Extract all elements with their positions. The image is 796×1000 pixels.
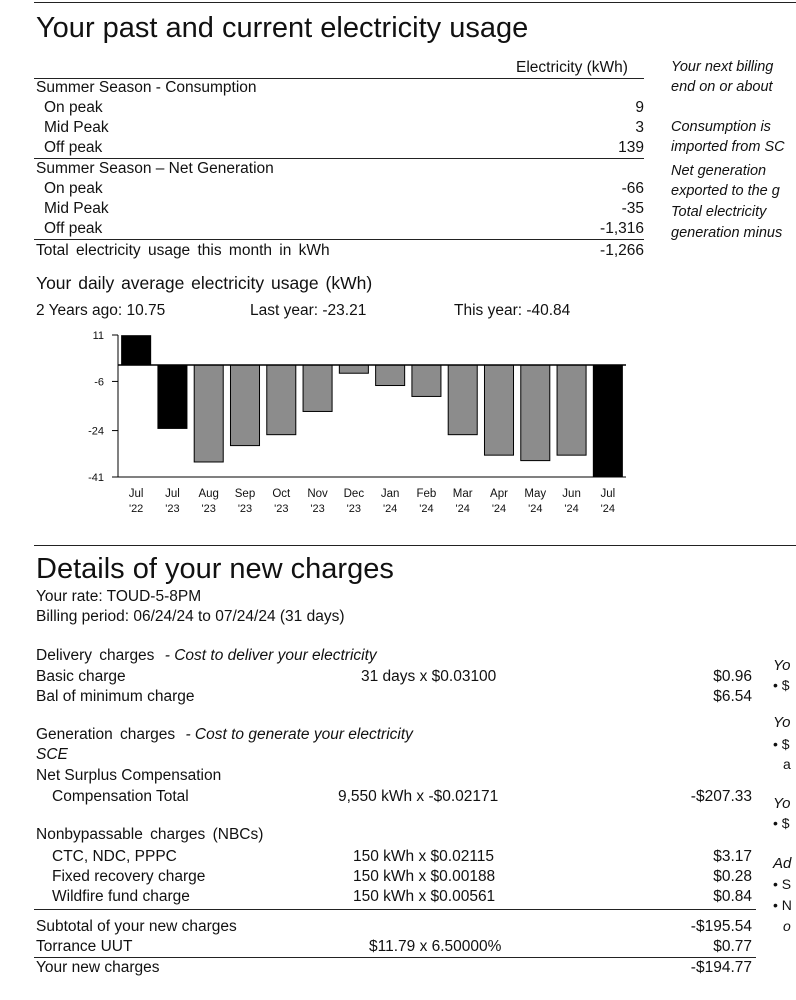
chart-x-tick-year: '23: [310, 503, 325, 515]
chart-x-tick-year: '24: [491, 503, 507, 515]
generation-description: - Cost to generate your electricity: [185, 726, 413, 743]
subtotal-label: Subtotal of your new charges: [36, 918, 237, 935]
chart-x-tick-label: Apr: [490, 488, 508, 500]
new-charges-amount: -$194.77: [690, 959, 752, 976]
chart-x-tick-label: May: [524, 488, 547, 500]
net-generation-row-value: -1,316: [600, 220, 644, 237]
this-year-value: This year: -40.84: [454, 302, 571, 319]
tax-calc: $11.79 x 6.50000%: [369, 938, 502, 955]
usage-sidebar-line: Total electricity: [671, 204, 767, 220]
nbc-row-label: CTC, NDC, PPPC: [52, 848, 177, 865]
usage-sidebar-line: exported to the g: [671, 183, 780, 199]
daily-average-title: Your daily average electricity usage (kWh): [36, 273, 373, 293]
consumption-row-label: Off peak: [44, 139, 103, 156]
chart-y-tick-label: -6: [94, 376, 104, 389]
chart-bar: [557, 365, 586, 455]
chart-y-tick-label: 11: [92, 330, 104, 342]
chart-bar: [376, 365, 405, 385]
chart-x-tick-label: Jan: [380, 488, 400, 500]
delivery-label: Delivery charges: [36, 647, 155, 664]
consumption-rule: [34, 158, 644, 159]
charges-title: Details of your new charges: [36, 553, 394, 585]
chart-x-tick-year: '23: [274, 503, 289, 515]
chart-x-tick-year: '22: [128, 503, 144, 515]
chart-x-tick-label: Jul: [600, 488, 616, 500]
nbc-row-calc: 150 kWh x $0.00188: [353, 868, 496, 885]
chart-bar: [521, 365, 550, 461]
charges-sidebar-line: • $: [773, 736, 790, 752]
subtotal-amount: -$195.54: [690, 918, 752, 935]
chart-x-tick-year: '24: [564, 503, 579, 515]
consumption-section-label: Summer Season - Consumption: [36, 79, 257, 96]
tax-amount: $0.77: [713, 938, 752, 955]
new-charges-rule: [34, 957, 756, 958]
tax-label: Torrance UUT: [36, 938, 133, 955]
chart-x-tick-label: Aug: [198, 488, 219, 500]
chart-y-tick-label: -41: [88, 472, 104, 484]
daily-usage-bar-chart: [0, 325, 796, 525]
charges-sidebar-line: o: [783, 918, 791, 934]
nbc-row-amount: $0.28: [713, 868, 752, 885]
chart-x-tick-label: Oct: [272, 488, 291, 500]
usage-sidebar-line: Your next billing: [671, 59, 774, 75]
nbc-row-label: Wildfire fund charge: [52, 888, 190, 905]
usage-sidebar-line: Net generation: [671, 163, 767, 179]
usage-title: Your past and current electricity usage: [36, 12, 529, 44]
chart-x-tick-label: Nov: [307, 488, 328, 500]
charges-sidebar-line: Ad: [773, 855, 792, 872]
chart-bar: [194, 365, 223, 462]
generation-label: Generation charges: [36, 726, 176, 743]
nbc-row-calc: 150 kWh x $0.02115: [353, 848, 495, 865]
chart-x-tick-year: '24: [382, 503, 398, 515]
compensation-total-amount: -$207.33: [690, 788, 752, 805]
nbc-row-calc: 150 kWh x $0.00561: [353, 888, 496, 905]
usage-total-value: -1,266: [600, 242, 644, 259]
chart-bar: [412, 365, 441, 396]
rate-label: Your rate: TOUD-5-8PM: [36, 588, 202, 605]
consumption-row-label: On peak: [44, 99, 103, 116]
chart-x-tick-year: '23: [237, 503, 253, 515]
chart-x-tick-year: '23: [201, 503, 216, 515]
chart-x-tick-label: Jul: [128, 488, 144, 500]
net-generation-section-label: Summer Season – Net Generation: [36, 160, 274, 177]
consumption-row-value: 3: [635, 119, 644, 136]
charges-sidebar-line: a: [783, 756, 791, 772]
nbc-label: Nonbypassable charges (NBCs): [36, 826, 264, 843]
chart-x-tick-label: Jul: [165, 488, 180, 500]
minimum-charge-label: Bal of minimum charge: [36, 688, 195, 705]
chart-x-tick-year: '23: [346, 503, 362, 515]
two-years-ago-value: 2 Years ago: 10.75: [36, 302, 166, 319]
consumption-row-value: 139: [618, 139, 644, 156]
top-rule: [34, 2, 796, 3]
generation-charges-label: [36, 726, 413, 744]
generation-provider: SCE: [36, 746, 68, 763]
chart-x-tick-year: '24: [528, 503, 543, 515]
compensation-total-label: Compensation Total: [52, 788, 189, 805]
basic-charge-label: Basic charge: [36, 668, 126, 685]
basic-charge-amount: $0.96: [713, 668, 752, 685]
charges-sidebar-line: Yo: [773, 657, 791, 674]
nbc-row-amount: $0.84: [713, 888, 752, 905]
minimum-charge-amount: $6.54: [713, 688, 752, 705]
chart-bar: [230, 365, 259, 446]
chart-x-tick-label: Sep: [234, 488, 256, 500]
net-generation-row-value: -35: [621, 200, 644, 217]
usage-sidebar-line: end on or about: [671, 79, 773, 95]
net-generation-row-label: Off peak: [44, 220, 103, 237]
chart-bar: [122, 336, 151, 365]
chart-x-tick-year: '23: [165, 503, 180, 515]
usage-sidebar-line: Consumption is: [671, 119, 771, 135]
charges-sidebar-line: • N: [773, 897, 792, 913]
charges-top-rule: [34, 545, 796, 546]
chart-bar: [267, 365, 296, 435]
chart-x-tick-label: Jun: [562, 488, 581, 500]
new-charges-label: Your new charges: [36, 959, 160, 976]
net-generation-row-label: Mid Peak: [44, 200, 109, 217]
chart-bar: [593, 365, 622, 477]
charges-sidebar-line: Yo: [773, 714, 791, 731]
chart-x-tick-label: Mar: [452, 488, 473, 500]
last-year-value: Last year: -23.21: [250, 302, 367, 319]
nbc-row-amount: $3.17: [713, 848, 752, 865]
billing-period: Billing period: 06/24/24 to 07/24/24 (31 days): [36, 608, 345, 625]
chart-bar: [303, 365, 332, 411]
usage-total-label: Total electricity usage this month in kWh: [36, 242, 330, 259]
subtotal-rule: [34, 909, 756, 910]
net-generation-row-value: -66: [621, 180, 644, 197]
chart-x-tick-label: Dec: [343, 488, 365, 500]
usage-sidebar-line: generation minus: [671, 225, 783, 241]
net-surplus-label: Net Surplus Compensation: [36, 767, 222, 784]
usage-sidebar-line: imported from SC: [671, 139, 785, 155]
basic-charge-calc: 31 days x $0.03100: [361, 668, 497, 685]
charges-sidebar-line: • $: [773, 677, 790, 693]
chart-x-tick-year: '24: [419, 503, 434, 515]
chart-bar: [484, 365, 513, 455]
charges-sidebar-line: Yo: [773, 795, 791, 812]
net-generation-row-label: On peak: [44, 180, 103, 197]
usage-column-header: Electricity (kWh): [516, 59, 628, 76]
chart-bar: [339, 365, 368, 373]
consumption-row-label: Mid Peak: [44, 119, 109, 136]
delivery-description: - Cost to deliver your electricity: [164, 647, 377, 664]
chart-x-tick-year: '24: [455, 503, 470, 515]
chart-y-tick-label: -24: [88, 425, 104, 438]
consumption-row-value: 9: [635, 99, 644, 116]
nbc-row-label: Fixed recovery charge: [52, 868, 206, 885]
charges-sidebar-line: • S: [773, 876, 792, 892]
chart-bar: [448, 365, 477, 435]
chart-x-tick-year: '24: [600, 503, 616, 515]
charges-sidebar-line: • $: [773, 815, 790, 831]
compensation-total-calc: 9,550 kWh x -$0.02171: [338, 788, 499, 805]
chart-bar: [158, 365, 187, 428]
delivery-charges-label: [36, 647, 377, 665]
chart-x-tick-label: Feb: [416, 488, 437, 500]
net-generation-rule: [34, 239, 644, 240]
